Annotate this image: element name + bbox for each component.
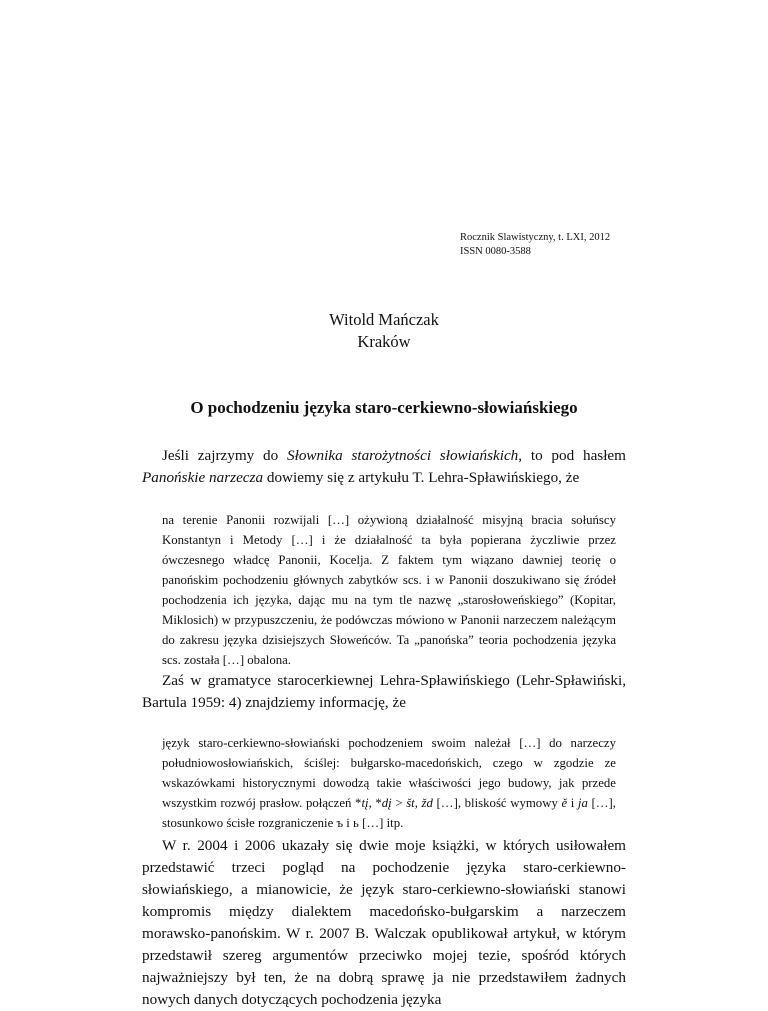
block-quote-2	[162, 733, 616, 833]
block-quote-1	[162, 510, 616, 670]
block-quote-1-text: na terenie Panonii rozwijali […] ożywioną działalność misyjną bracia sołuńscy Konstantyn i Metody […] i że działalność ta była popierana życzliwie przez ówczesnego władcę Panonii, Kocelja. Z faktem tym wiązano dawniej teorię o panońskim pochodzeniu głównych zabytków scs. i w Panonii doszukiwano się źródeł pochodzenia ich języka, dając mu na tym tle nazwę „starosłoweńskiego” (Kopitar, Miklosich) w przypuszczeniu, że podówczas mówiono w Panonii narzeczem należącym do zakresu języka dzisiejszych Słoweńców. Ta „panońska” teoria pochodzenia języka scs. została […] obalona.	[162, 513, 616, 667]
cited-entry-title: Panońskie narzecza	[142, 469, 264, 486]
journal-issn: ISSN 0080-3588	[460, 246, 531, 257]
paragraph-3-text: W r. 2004 i 2006 ukazały się dwie moje książki, w których usiłowałem przedstawić trzeci pogląd na pochodzenie języka staro-cerkiewno-słowiańskiego, a mianowicie, że język staro-cerkiewno-słowiański stanowi kompromis między dialektem macedońsko-bułgarskim a narzeczem morawsko-panońskim. W r. 2007 B. Walczak opublikował artykuł, w którym przedstawił szereg argumentów przeciwko mojej tezie, spośród których najważniejszy był ten, że na dobrą sprawę ja nie przedstawiłem żadnych nowych danych dotyczących pochodzenia języka	[142, 837, 626, 1008]
article-title: O pochodzeniu języka staro-cerkiewno-słowiańskiego	[190, 398, 578, 417]
quote-2-form-ti: tį	[361, 796, 369, 810]
quote-2-form-e: ě	[561, 796, 568, 810]
quote-2-form-zd: žd	[421, 796, 433, 810]
author-block	[0, 309, 768, 353]
quote-2-form-di: dį	[381, 796, 392, 810]
quote-2-form-st: št	[406, 796, 415, 810]
paragraph-1	[142, 445, 626, 489]
quote-2-text-3: >	[391, 796, 407, 810]
paragraph-1-text-a: Jeśli zajrzymy do	[162, 447, 287, 464]
paragraph-2	[142, 670, 626, 714]
author-name: Witold Mańczak	[329, 310, 439, 329]
quote-2-text-5: […], bliskość wymowy	[432, 796, 562, 810]
quote-2-text-4: ,	[414, 796, 422, 810]
quote-2-text-6: i	[567, 796, 578, 810]
quote-2-form-ja: ja	[577, 796, 588, 810]
paragraph-1-text-b: , to pod hasłem	[518, 447, 626, 464]
quote-2-text-1: język staro-cerkiewno-słowiański pochodzeniem swoim należał […] do narzeczy południowosłowiańskich, ściślej: bułgarsko-macedońskich, czego w zgodzie ze wskazówkami historycznymi dowodzą takie właściwości jego budowy, jak przede wszystkim rozwój prasłow. połączeń *	[162, 736, 616, 810]
journal-info	[460, 231, 700, 259]
paragraph-1-text-c: dowiemy się z artykułu T. Lehra-Spławińskiego, że	[263, 469, 580, 486]
quote-2-text-2: , *	[368, 796, 382, 810]
cited-dictionary-title: Słownika starożytności słowiańskich	[287, 447, 519, 464]
paragraph-3	[142, 835, 626, 1011]
paragraph-2-text: Zaś w gramatyce starocerkiewnej Lehra-Spławińskiego (Lehr-Spławiński, Bartula 1959: 4) znajdziemy informację, że	[142, 672, 626, 711]
quote-2-text-7: […], stosunkowo ścisłe rozgraniczenie ъ i ь […] itp.	[162, 796, 616, 830]
author-city: Kraków	[357, 332, 411, 351]
journal-name: Rocznik Slawistyczny, t. LXI, 2012	[460, 232, 611, 243]
